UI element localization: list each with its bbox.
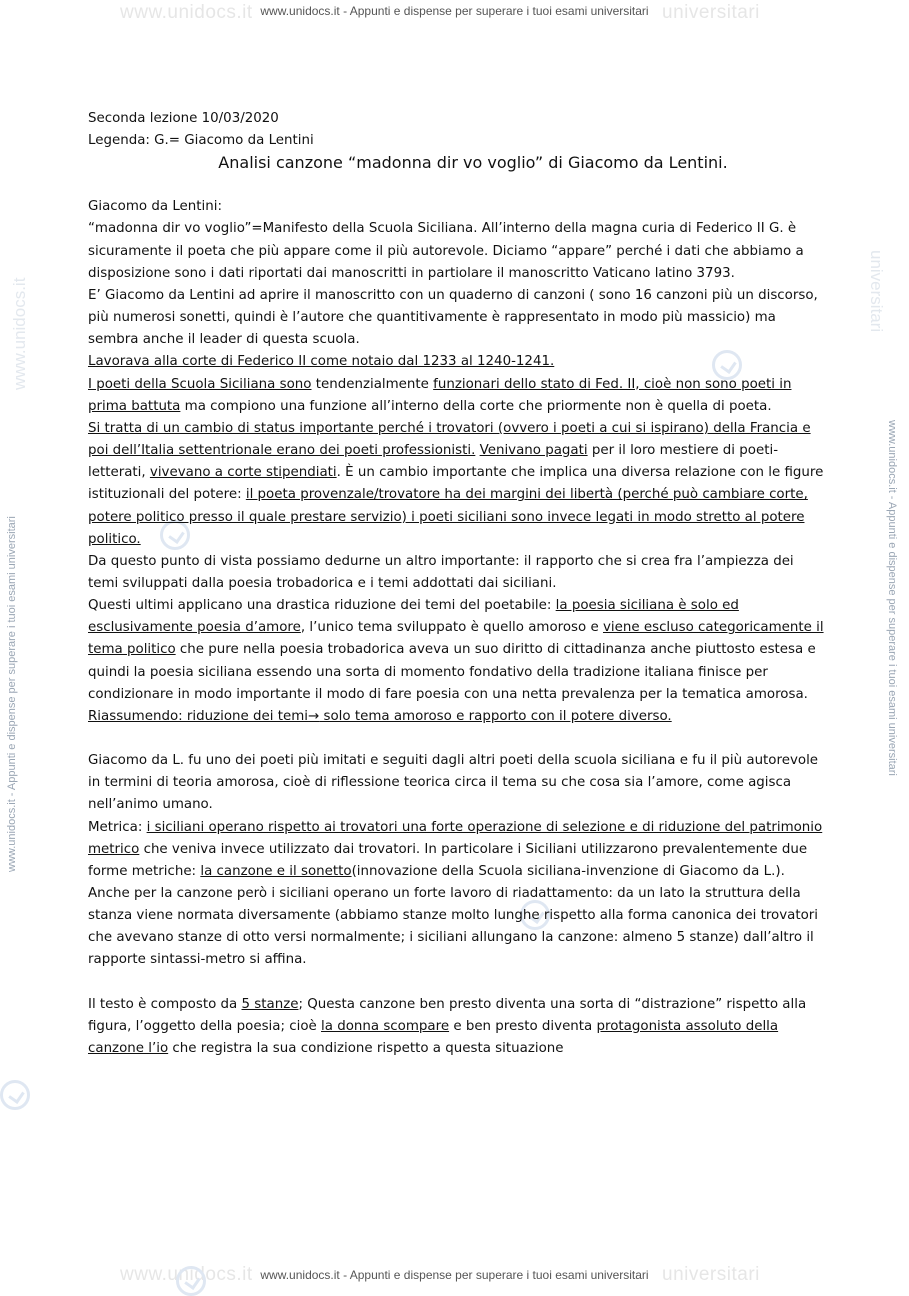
paragraph: Giacomo da L. fu uno dei poeti più imitati e seguiti dagli altri poeti della scuola siciliana e fu il più autorevole in termini di teoria amorosa, cioè di riflessione teorica circa il tema su che cosa sia l’amore, come agisca nell’animo umano. xyxy=(88,753,819,813)
site-banner-top: www.unidocs.it - Appunti e dispense per superare i tuoi esami universitari xyxy=(260,4,649,18)
paragraph: “madonna dir vo voglio”=Manifesto della Scuola Siciliana. All’interno della magna curia di Federico II G. è sicuramente il poeta che più appare come il più autorevole. Diciamo “appare” perché i dati che abbiamo a disposizione sono i dati riportati dai manoscritti in partiolare il manoscritto Vaticano latino 3793. xyxy=(88,221,804,281)
side-faded-left: www.unidocs.it xyxy=(10,277,29,390)
watermark-word-top: universitari xyxy=(662,2,760,23)
side-faded-right: universitari xyxy=(867,250,886,333)
watermark-domain-top: www.unidocs.it xyxy=(120,2,253,23)
document-body xyxy=(88,108,828,1060)
paragraph: Metrica: i siciliani operano rispetto ai trovatori una forte operazione di selezione e di riduzione del patrimonio metrico che veniva invece utilizzato dai trovatori. In particolare i Siciliani utilizzarono prevalentemente due forme metriche: la canzone e il sonetto(innovazione della Scuola siciliana-invenzione di Giacomo da L.). xyxy=(88,819,823,879)
watermark-domain-bottom: www.unidocs.it xyxy=(120,1264,253,1285)
paragraph: Il testo è composto da 5 stanze; Questa canzone ben presto diventa una sorta di “distrazione” rispetto alla figura, l’oggetto della poesia; cioè la donna scompare e ben presto diventa protagonista assoluto della canzone l’io che registra la sua condizione rispetto a questa situazione xyxy=(88,996,807,1056)
watermark-word-bottom: universitari xyxy=(662,1264,760,1285)
paragraph: Questi ultimi applicano una drastica riduzione dei temi del poetabile: la poesia siciliana è solo ed esclusivamente poesia d’amore, l’unico tema sviluppato è quello amoroso e viene escluso categoricamente il tema politico che pure nella poesia trobadorica aveva un suo diritto di cittadinanza anche piuttosto estesa e quindi la poesia siciliana essendo una sorta di momento fondativo della tradizione italiana finisce per condizionare in modo importante il modo di fare poesia con una netta prevalenza per la tematica amorosa. xyxy=(88,598,824,702)
paragraph: Lavorava alla corte di Federico II come notaio dal 1233 al 1240-1241. xyxy=(88,354,555,370)
paragraph: Si tratta di un cambio di status importante perché i trovatori (ovvero i poeti a cui si ispirano) della Francia e poi dell’Italia settentrionale erano dei poeti professionisti. Venivano pagati per il loro mestiere di poeti-letterati, vivevano a corte stipendiati. È un cambio importante che implica una diversa relazione con le figure istituzionali del potere: il poeta provenzale/trovatore ha dei margini dei libertà (perché può cambiare corte, potere politico presso il quale prestare servizio) i poeti siciliani sono invece legati in modo stretto al potere politico. xyxy=(88,420,824,547)
paragraph: E’ Giacomo da Lentini ad aprire il manoscritto con un quaderno di canzoni ( sono 16 canzoni più un discorso, più numerosi sonetti, quindi è l’autore che quantitivamente è rappresentato in modo più massicio) ma sembra anche il leader di questa scuola. xyxy=(88,287,818,348)
site-banner-bottom: www.unidocs.it - Appunti e dispense per superare i tuoi esami universitari xyxy=(260,1268,649,1282)
watermark-logo-icon xyxy=(0,1080,30,1110)
legend-line: Legenda: G.= Giacomo da Lentini xyxy=(88,133,314,149)
paragraph: Da questo punto di vista possiamo dedurne un altro importante: il rapporto che si crea fra l’ampiezza dei temi sviluppati dalla poesia trobadorica e i temi addottati dai siciliani. xyxy=(88,553,794,591)
side-banner-right: www.unidocs.it - Appunti e dispense per superare i tuoi esami universitari xyxy=(886,420,898,776)
lesson-line: Seconda lezione 10/03/2020 xyxy=(88,111,279,126)
paragraph: I poeti della Scuola Siciliana sono tendenzialmente funzionari dello stato di Fed. II, cioè non sono poeti in prima battuta ma compiono una funzione all’interno della corte che priormente non è quella di poeta. xyxy=(88,376,792,414)
side-banner-left: www.unidocs.it - Appunti e dispense per superare i tuoi esami universitari xyxy=(6,516,18,872)
section-heading: Giacomo da Lentini: xyxy=(88,199,222,215)
arrow-icon: → xyxy=(308,708,320,724)
paragraph: Anche per la canzone però i siciliani operano un forte lavoro di riadattamento: da un lato la struttura della stanza viene normata diversamente (abbiamo stanze molto lunghe rispetto alla forma canonica dei trovatori che avevano stanze di otto versi normalmente; i siciliani allungano la canzone: almeno 5 stanze) dall’altro il rapporte sintassi-metro si affina. xyxy=(88,886,819,968)
document-title: Analisi canzone “madonna dir vo voglio” di Giacomo da Lentini. xyxy=(218,153,728,173)
paragraph: Riassumendo: riduzione dei temi→ solo tema amoroso e rapporto con il potere diverso. xyxy=(88,708,672,724)
